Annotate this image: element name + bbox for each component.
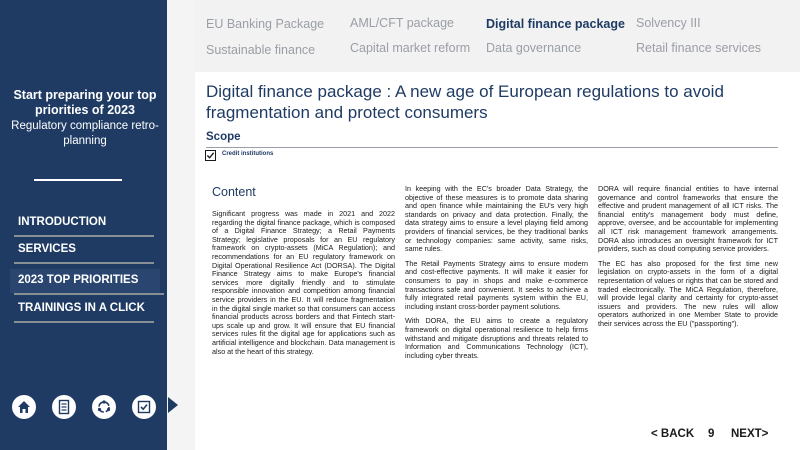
checklist-icon[interactable] [132, 395, 156, 419]
page-number: 9 [708, 428, 715, 440]
nav-item-label: SERVICES [18, 243, 76, 255]
next-button[interactable]: NEXT> [731, 428, 769, 440]
checkbox-label: Credit institutions [222, 151, 274, 157]
home-icon[interactable] [12, 395, 36, 419]
tab-solvency-iii[interactable]: Solvency III [636, 16, 701, 30]
scope-divider [206, 147, 778, 148]
paragraph: With DORA, the EU aims to create a regulatory framework on digital operational resilience to help firms withstand and mitigate disruptions and threats related to Information and Communications Technology (ICT), including cyber threats. [405, 316, 588, 360]
sidebar-gutter [167, 0, 195, 450]
promo-divider [34, 179, 122, 181]
nav-divider [14, 293, 164, 295]
tab-aml-cft-package[interactable]: AML/CFT package [350, 16, 454, 30]
paragraph: DORA will require financial entities to have internal governance and control frameworks that ensure the effective and prudent management of all ICT risks. The financial entity's management body must define, approve, oversee, and be accountable for implementing all ICT risk management framework arrangements. DORA also introduces an oversight framework for ICT providers, such as cloud computing service providers. [598, 184, 778, 254]
page-title: Digital finance package : A new age of European regulations to avoid fragmentation and protect consumers [206, 82, 724, 122]
checkmark-icon [206, 151, 215, 160]
paragraph: The EC has also proposed for the first time new legislation on crypto-assets in the form of a digital representation of values or rights that can be stored and traded electronically. The MiCA Regulation, therefore, will provide legal clarity and certainty for crypto-asset issuers and providers. The new rules will allow operators authorized in one Member State to provide their services across the EU ("passporting"). [598, 258, 778, 328]
tab-sustainable-finance[interactable]: Sustainable finance [206, 43, 316, 57]
nav-divider [14, 321, 154, 323]
paragraph: In keeping with the EC's broader Data Strategy, the objective of these measures is to promote data sharing and open finance while maintaining the EU's very high standards on privacy and data protection. Finally, the data strategy aims to ensure a level playing field among providers of financial services, be they traditional banks or technology companies: same activity, same risks, same rules. [405, 184, 588, 254]
paragraph: Significant progress was made in 2021 and 2022 regarding the digital finance package, which is composed of a Digital Finance Strategy; a Retail Payments Strategy; legislative proposals for an EU regulatory framework on crypto-assets (MiCA Regulation); and recommendations for an EU regulatory framework on Digital Operational Resilience Act (DORSA). The Digital Finance Strategy aims to make Europe's financial services more digitally friendly and to stimulate responsible innovation and competition among financial service providers in the EU. It will reduce fragmentation in the digital single market so that consumers can access financial products across borders and that Fintech start-ups scale up and grow. It will ensure that EU financial services rules fit the digital age for applications such as artificial intelligence and blockchain. Data management is also at the heart of this strategy. [212, 209, 395, 356]
content-column-3 [598, 185, 778, 335]
credit-institutions-checkbox[interactable] [205, 150, 216, 161]
cycle-icon[interactable] [92, 395, 116, 419]
nav-item-introduction[interactable] [18, 216, 155, 232]
tab-retail-finance-services[interactable]: Retail finance services [636, 41, 762, 55]
promo-title: Start preparing your top priorities of 2023 [13, 88, 157, 117]
document-icon[interactable] [52, 395, 76, 419]
back-button[interactable]: < BACK [651, 428, 695, 440]
nav-divider [14, 262, 154, 264]
tab-eu-banking-package[interactable]: EU Banking Package [206, 17, 325, 31]
nav-item-trainings-in-a-click[interactable] [18, 302, 155, 318]
play-arrow-icon [168, 397, 178, 413]
nav-item-label: INTRODUCTION [18, 216, 107, 228]
top-tab-bar [195, 0, 800, 72]
bottom-icon-bar [4, 394, 164, 420]
paragraph: The Retail Payments Strategy aims to ensure modern and cost-effective payments. It will make it easier for consumers to pay in shops and make e-commerce transactions safe and convenient. It seeks to achieve a fully integrated retail payments system within the EU, including instant cross-border payment solutions. [405, 258, 588, 311]
content-column-1 [212, 210, 395, 362]
nav-divider [14, 235, 154, 237]
promo-block [10, 88, 160, 149]
content-heading: Content [212, 185, 256, 199]
tab-data-governance[interactable]: Data governance [486, 41, 582, 55]
nav-item-label: TRAININGS IN A CLICK [18, 302, 145, 314]
nav-item-label: 2023 TOP PRIORITIES [18, 274, 139, 286]
nav-item-services[interactable] [18, 243, 155, 259]
tab-digital-finance-package[interactable]: Digital finance package [486, 17, 625, 31]
nav-item-2023-top-priorities[interactable] [18, 274, 155, 290]
promo-subtitle: Regulatory compliance retro-planning [11, 120, 159, 147]
content-column-2 [405, 185, 588, 366]
scope-label: Scope [206, 131, 241, 143]
tab-capital-market-reform[interactable]: Capital market reform [350, 41, 471, 55]
